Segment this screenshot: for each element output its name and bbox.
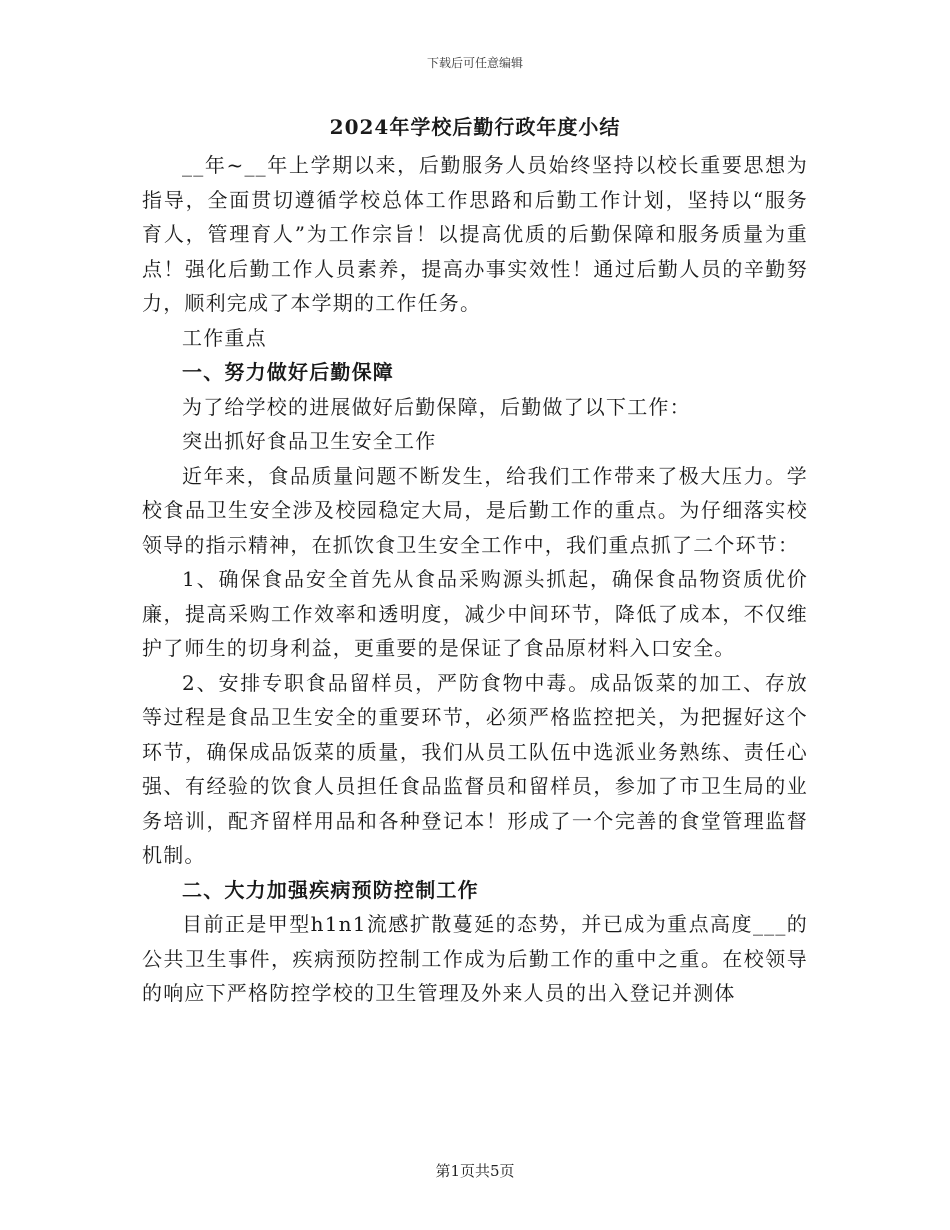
section-heading-logistics: 一、努力做好后勤保障 <box>182 360 394 384</box>
paragraph-food-safety: 近年来，食品质量问题不断发生，给我们工作带来了极大压力。学校食品卫生安全涉及校园稳定大局，是后勤工作的重点。为仔细落实校领导的指示精神，在抓饮食卫生安全工作中，我们重点抓了二个环节： <box>142 463 808 557</box>
paragraph-logistics-intro: 为了给学校的进展做好后勤保障，后勤做了以下工作： <box>182 394 691 419</box>
header-note: 下载后可任意编辑 <box>426 56 523 70</box>
document-title: 2024年学校后勤行政年度小结 <box>329 115 621 139</box>
paragraph-work-focus: 工作重点 <box>182 325 267 350</box>
paragraph-intro: __年~__年上学期以来，后勤服务人员始终坚持以校长重要思想为指导，全面贯切遵循学校总体工作思路和后勤工作计划，坚持以“服务育人，管理育人”为工作宗旨！以提高优质的后勤保障和服务质量为重点！强化后勤工作人员素养，提高办事实效性！通过后勤人员的辛勤努力，顺利完成了本学期的工作任务。 <box>142 153 808 315</box>
document-body <box>142 112 808 1011</box>
paragraph-disease-control: 目前正是甲型h1n1流感扩散蔓延的态势，并已成为重点高度___的公共卫生事件，疾病预防控制工作成为后勤工作的重中之重。在校领导的响应下严格防控学校的卫生管理及外来人员的出入登记并测体 <box>142 912 808 1005</box>
section-heading-disease-control: 二、大力加强疾病预防控制工作 <box>182 877 479 902</box>
paragraph-procurement: 1、确保食品安全首先从食品采购源头抓起，确保食品物资质优价廉，提高采购工作效率和透明度，减少中间环节，降低了成本，不仅维护了师生的切身利益，更重要的是保证了食品原材料入口安全。 <box>142 567 808 660</box>
paragraph-food-safety-subheading: 突出抓好食品卫生安全工作 <box>182 429 437 453</box>
paragraph-sample-keeper: 2、安排专职食品留样员，严防食物中毒。成品饭菜的加工、存放等过程是食品卫生安全的重要环节，必须严格监控把关，为把握好这个环节，确保成品饭菜的质量，我们从员工队伍中选派业务熟练、责任心强、有经验的饮食人员担任食品监督员和留样员，参加了市卫生局的业务培训，配齐留样用品和各种登记本！形成了一个完善的食堂管理监督机制。 <box>142 670 808 867</box>
page-indicator: 第1页共5页 <box>435 1162 515 1180</box>
